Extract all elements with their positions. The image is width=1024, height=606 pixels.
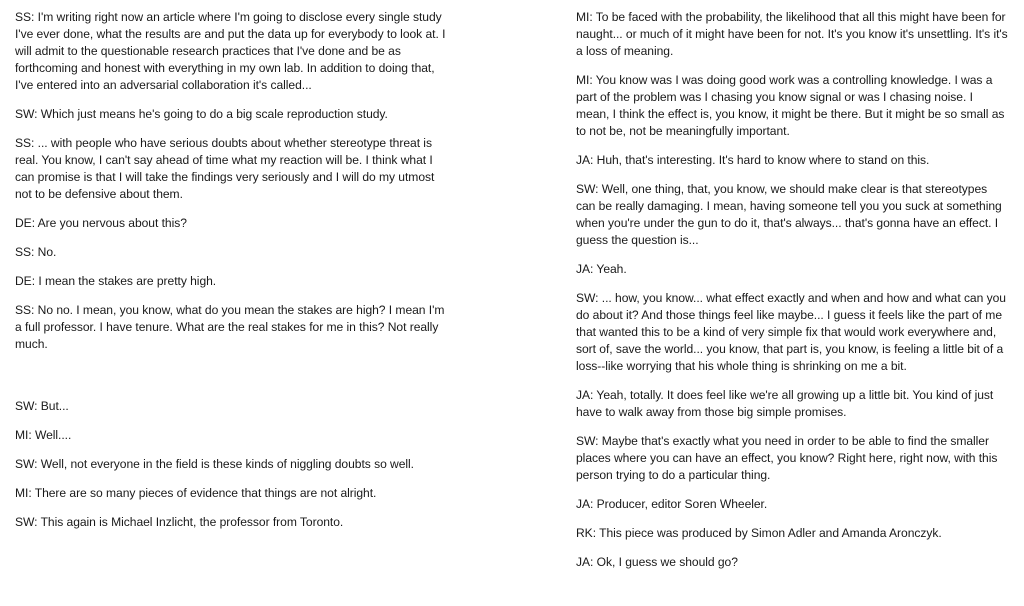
- transcript-paragraph: JA: Producer, editor Soren Wheeler.: [576, 497, 768, 511]
- transcript-paragraph: DE: Are you nervous about this?: [15, 216, 187, 230]
- transcript-paragraph: MI: To be faced with the probability, the likelihood that all this might have been for naught... or much of it might have been for not. It's you know it's unsettling. It's it's a loss of meaning.: [576, 10, 1008, 58]
- transcript-paragraph: SW: ... how, you know... what effect exactly and when and how and what can you do about it? And those things feel like maybe... I guess it feels like the part of me that wanted this to be a kind of very simple fix that would work everywhere and, sort of, save the world... you know, that part is, you know, is feeling a little bit of a loss--like worrying that his whole thing is shrinking on me a bit.: [576, 291, 1006, 373]
- transcript-paragraph: SW: Which just means he's going to do a big scale reproduction study.: [15, 107, 388, 121]
- transcript-paragraph: JA: Yeah, totally. It does feel like we're all growing up a little bit. You kind of just have to walk away from those big simple promises.: [576, 388, 994, 419]
- transcript-paragraph: SS: ... with people who have serious doubts about whether stereotype threat is real. You know, I can't say ahead of time what my reaction will be. I think what I can promise is that I will take the findings very seriously and I will do my utmost not to be defensive about them.: [15, 136, 435, 201]
- transcript-left-column: [15, 9, 453, 543]
- transcript-paragraph: SW: Well, not everyone in the field is these kinds of niggling doubts so well.: [15, 457, 414, 471]
- transcript-paragraph: SW: This again is Michael Inzlicht, the professor from Toronto.: [15, 515, 344, 529]
- transcript-right-column: [576, 9, 1008, 583]
- transcript-paragraph: MI: There are so many pieces of evidence that things are not alright.: [15, 486, 377, 500]
- transcript-paragraph: SS: No.: [15, 245, 57, 259]
- transcript-paragraph: JA: Ok, I guess we should go?: [576, 555, 738, 569]
- transcript-paragraph: SS: I'm writing right now an article where I'm going to disclose every single study I've ever done, what the results are and put the data up for everybody to look at. I will admit to the questionable research practices that I've done and be as forthcoming and honest with everything in my own lab. In addition to doing that, I've entered into an adversarial collaboration it's called...: [15, 10, 446, 92]
- paragraph-spacer: [15, 365, 453, 398]
- transcript-paragraph: DE: I mean the stakes are pretty high.: [15, 274, 217, 288]
- transcript-paragraph: SW: Maybe that's exactly what you need in order to be able to find the smaller places where you can have an effect, you know? Right here, right now, with this person trying to do a particular thing.: [576, 434, 998, 482]
- transcript-paragraph: SS: No no. I mean, you know, what do you mean the stakes are high? I mean I'm a full professor. I have tenure. What are the real stakes for me in this? Not really much.: [15, 303, 445, 351]
- transcript-paragraph: JA: Huh, that's interesting. It's hard to know where to stand on this.: [576, 153, 930, 167]
- transcript-paragraph: MI: Well....: [15, 428, 72, 442]
- transcript-paragraph: MI: You know was I was doing good work was a controlling knowledge. I was a part of the problem was I chasing you know signal or was I chasing noise. I mean, I think the effect is, you know, it might be there. But it might be so small as to not be, not be meaningfully important.: [576, 73, 1005, 138]
- transcript-paragraph: JA: Yeah.: [576, 262, 627, 276]
- transcript-paragraph: RK: This piece was produced by Simon Adler and Amanda Aronczyk.: [576, 526, 942, 540]
- transcript-paragraph: SW: But...: [15, 399, 69, 413]
- transcript-paragraph: SW: Well, one thing, that, you know, we should make clear is that stereotypes can be really damaging. I mean, having someone tell you you suck at something when you're under the gun to do it, that's always... that's gonna have an effect. I guess the question is...: [576, 182, 1002, 247]
